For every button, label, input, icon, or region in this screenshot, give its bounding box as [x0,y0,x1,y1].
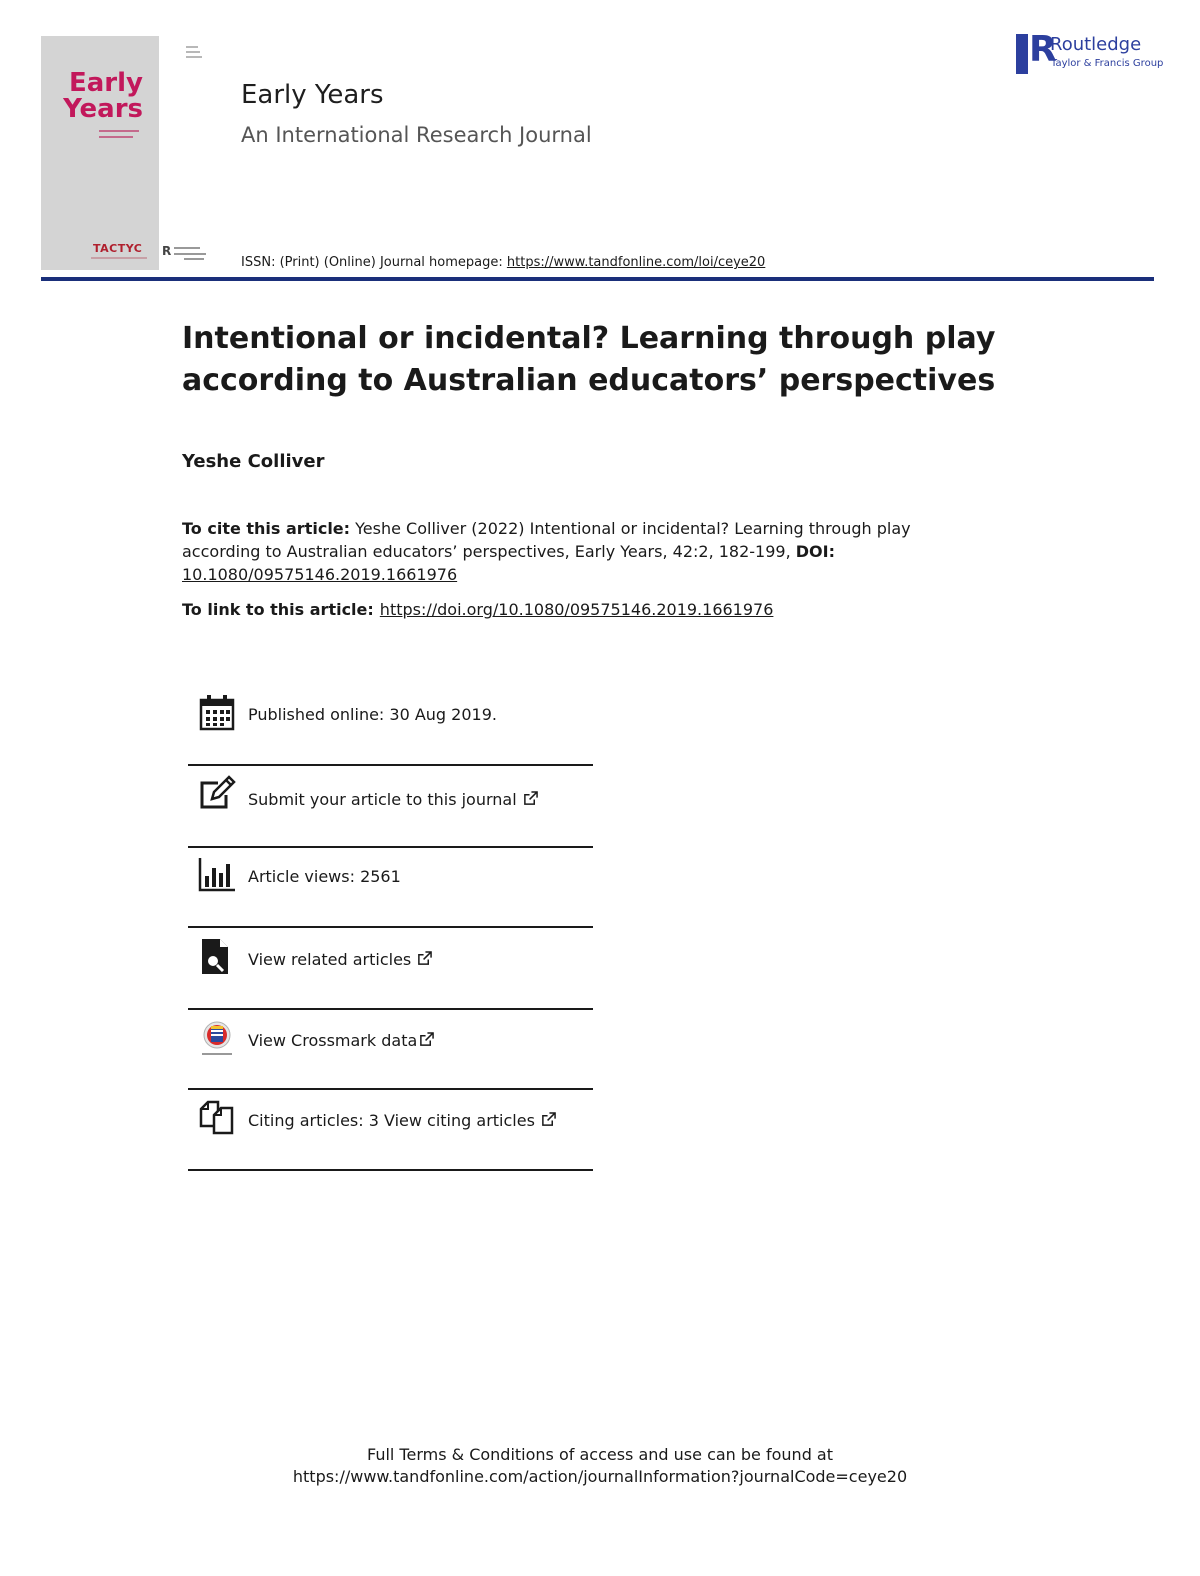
article-views-row [188,846,593,928]
external-link-icon [541,1112,556,1127]
submit-article-row[interactable] [188,766,593,848]
crossmark-text[interactable]: View Crossmark data [248,1031,418,1050]
citation-block [182,517,942,586]
calendar-icon [198,694,236,732]
published-online-text: Published online: 30 Aug 2019. [248,705,497,724]
bar-chart-icon [198,856,236,894]
crossmark-row[interactable] [188,1008,593,1090]
related-articles-label-wrap [248,950,432,969]
related-articles-text[interactable]: View related articles [248,950,412,969]
terms-text: Full Terms & Conditions of access and use can be found at [366,1445,834,1464]
crossmark-label-wrap [248,1031,434,1050]
routledge-logo-mark: R [1029,29,1057,70]
routledge-logo [1016,29,1166,76]
cover-issue-text [186,46,206,61]
journal-subtitle: An International Research Journal [241,123,592,147]
external-link-icon [523,791,538,806]
citing-articles-row[interactable] [188,1089,593,1171]
crossmark-icon [198,1020,236,1058]
cover-subtitle-lines [99,130,143,142]
publisher-name: Routledge [1050,34,1142,55]
submit-article-text[interactable]: Submit your article to this journal [248,790,517,809]
publisher-group: Taylor & Francis Group [1051,58,1164,69]
tactyc-logo: TACTYC [93,242,143,255]
citation-doi-label: DOI: [795,542,835,561]
article-doi-url[interactable]: https://doi.org/10.1080/09575146.2019.1661976 [379,600,774,619]
routledge-logo-bar [1016,34,1028,74]
submit-article-label-wrap [248,790,538,809]
document-search-icon [198,938,236,976]
article-title: Intentional or incidental? Learning through play according to Australian educators’ perspectives [182,321,996,398]
copy-documents-icon [198,1098,236,1136]
journal-homepage-link[interactable]: https://www.tandfonline.com/loi/ceye20 [506,255,766,270]
header-divider [41,277,1154,281]
citation-doi-link[interactable]: 10.1080/09575146.2019.1661976 [182,565,458,584]
external-link-icon [419,1032,434,1047]
citing-articles-text[interactable]: Citing articles: 3 View citing articles [248,1111,535,1130]
routledge-mini-logo: R [162,244,210,262]
related-articles-row[interactable] [188,928,593,1010]
journal-cover [41,36,159,270]
tactyc-logo-underline [91,257,147,259]
citation-text: Yeshe Colliver (2022) Intentional or incidental? Learning through play according to Australian educators’ perspectives, Early Years, 42:2, 182-199, [182,519,911,561]
published-online-row [188,684,593,766]
issn-prefix: ISSN: (Print) (Online) Journal homepage: [241,255,507,270]
citing-articles-label-wrap [248,1111,556,1130]
journal-name: Early Years [241,80,384,110]
cover-title: Early Years [63,68,143,124]
terms-url[interactable]: https://www.tandfonline.com/action/journalInformation?journalCode=ceye20 [292,1467,908,1486]
external-link-icon [417,951,432,966]
article-author: Yeshe Colliver [182,451,325,472]
edit-icon [198,775,236,813]
article-link-label: To link to this article: [182,600,374,619]
terms-footer [0,1444,1200,1488]
citation-label: To cite this article: [182,519,351,538]
article-link-line [182,600,773,619]
issn-line [241,255,765,270]
article-views-text: Article views: 2561 [248,867,401,886]
